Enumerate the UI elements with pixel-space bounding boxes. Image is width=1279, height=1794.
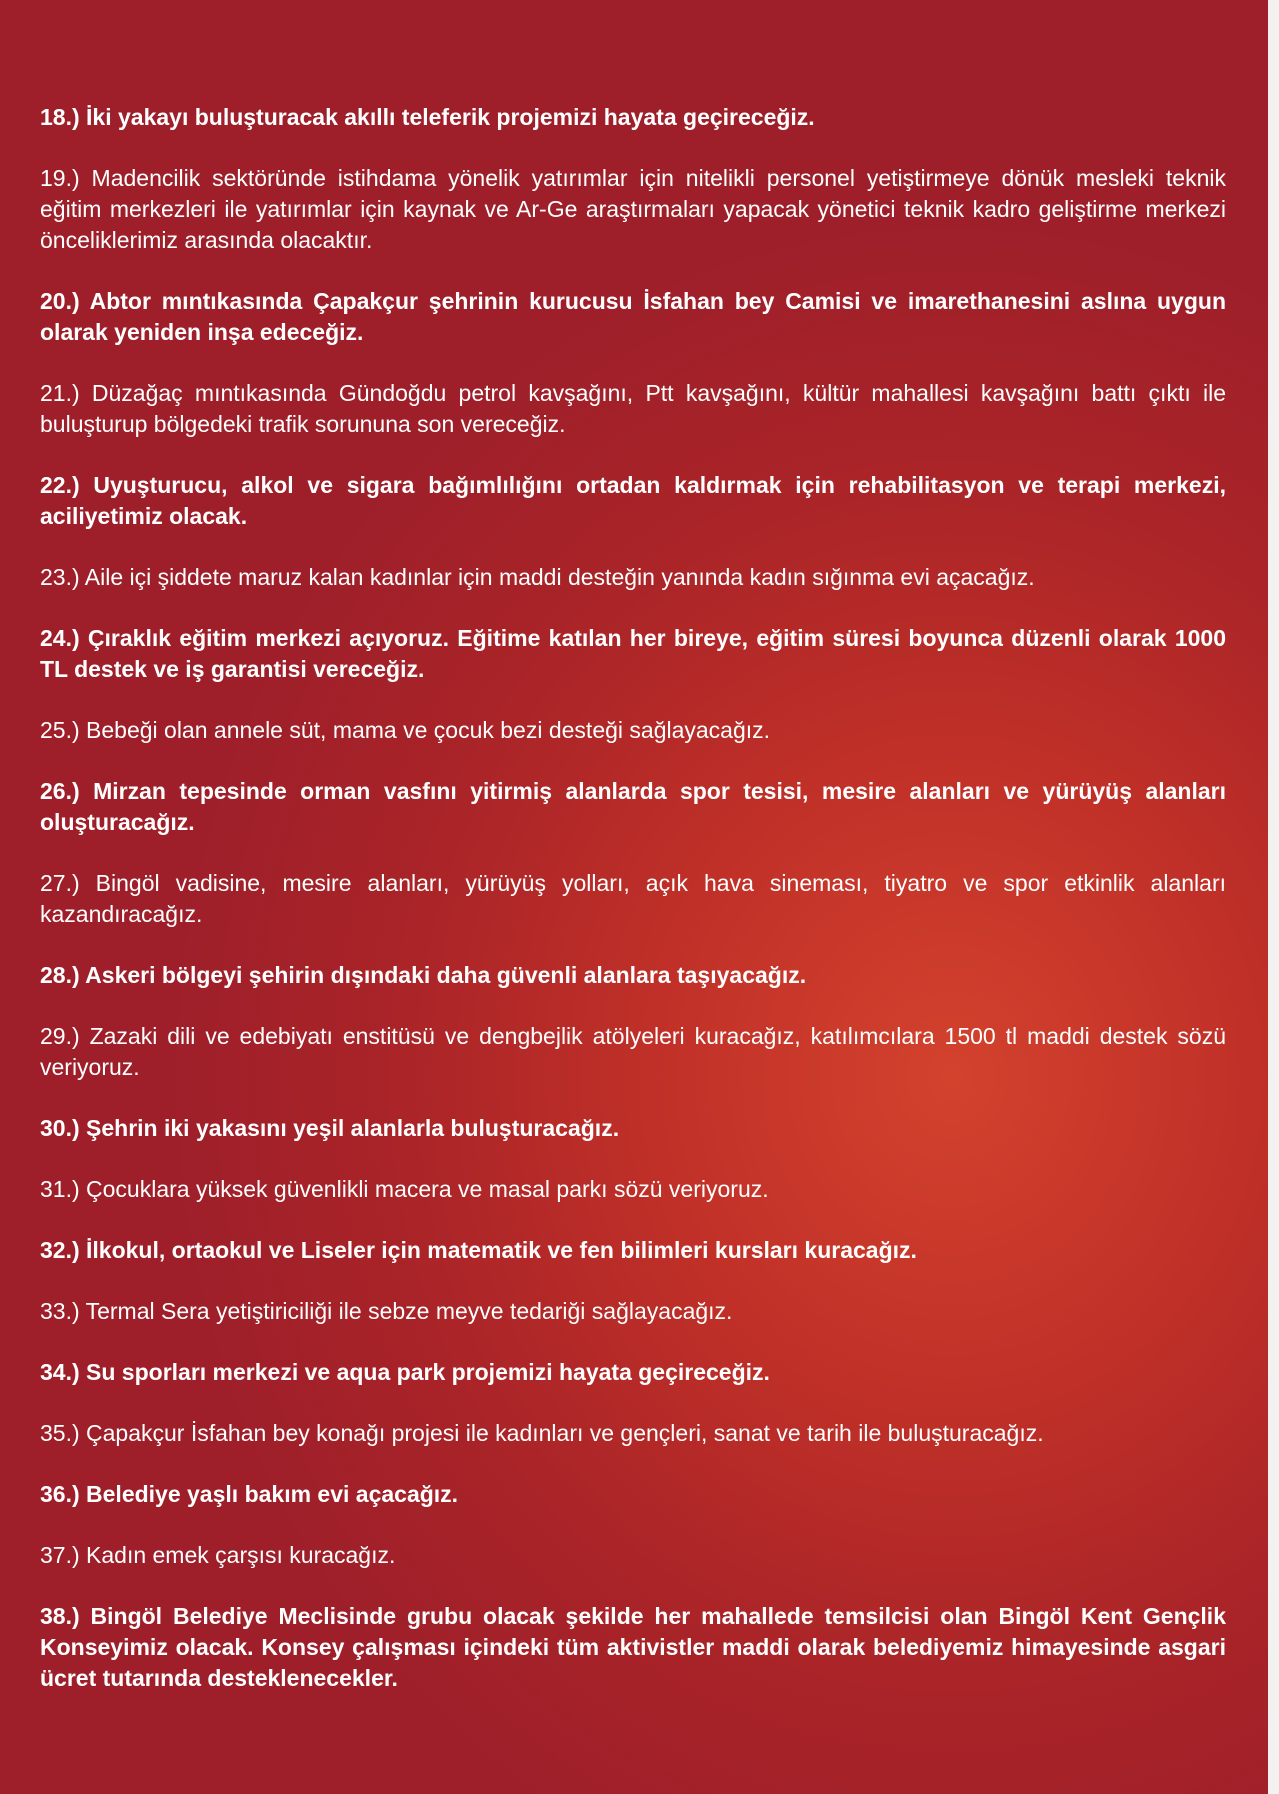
promise-item-22: 22.) Uyuşturucu, alkol ve sigara bağımlılığını ortadan kaldırmak için rehabilitasyon ve terapi merkezi, aciliyetimiz olacak. [40, 472, 1226, 529]
promise-item-28: 28.) Askeri bölgeyi şehirin dışındaki daha güvenli alanlara taşıyacağız. [40, 962, 807, 988]
promise-item-37: 37.) Kadın emek çarşısı kuracağız. [40, 1542, 396, 1568]
promise-item-32: 32.) İlkokul, ortaokul ve Liseler için matematik ve fen bilimleri kursları kuracağız. [40, 1237, 917, 1263]
promise-item-25: 25.) Bebeği olan annele süt, mama ve çocuk bezi desteği sağlayacağız. [40, 717, 771, 743]
promise-item-36: 36.) Belediye yaşlı bakım evi açacağız. [40, 1481, 459, 1507]
promise-item-18: 18.) İki yakayı buluşturacak akıllı teleferik projemizi hayata geçireceğiz. [40, 104, 815, 130]
promise-item-20: 20.) Abtor mıntıkasında Çapakçur şehrinin kurucusu İsfahan bey Camisi ve imarethanesini aslına uygun olarak yeniden inşa edeceğiz. [40, 288, 1226, 345]
promise-item-19: 19.) Madencilik sektöründe istihdama yönelik yatırımlar için nitelikli personel yetiştirmeye dönük mesleki teknik eğitim merkezleri ile yatırımlar için kaynak ve Ar-Ge araştırmaları yapacak yönetici teknik kadro geliştirme merkezi önceliklerimiz arasında olacaktır. [40, 165, 1226, 253]
promise-item-27: 27.) Bingöl vadisine, mesire alanları, yürüyüş yolları, açık hava sineması, tiyatro ve spor etkinlik alanları kazandıracağız. [40, 870, 1226, 927]
promise-item-35: 35.) Çapakçur İsfahan bey konağı projesi ile kadınları ve gençleri, sanat ve tarih ile buluşturacağız. [40, 1420, 1044, 1446]
page-edge [1268, 0, 1279, 1794]
promise-item-26: 26.) Mirzan tepesinde orman vasfını yitirmiş alanlarda spor tesisi, mesire alanları ve yürüyüş alanları oluşturacağız. [40, 778, 1226, 835]
promise-item-29: 29.) Zazaki dili ve edebiyatı enstitüsü ve dengbejlik atölyeleri kuracağız, katılımcılara 1500 tl maddi destek sözü veriyoruz. [40, 1023, 1226, 1080]
promise-item-33: 33.) Termal Sera yetiştiriciliği ile sebze meyve tedariği sağlayacağız. [40, 1298, 733, 1324]
promise-item-24: 24.) Çıraklık eğitim merkezi açıyoruz. Eğitime katılan her bireye, eğitim süresi boyunca düzenli olarak 1000 TL destek ve iş garantisi vereceğiz. [40, 625, 1226, 682]
promise-item-31: 31.) Çocuklara yüksek güvenlikli macera ve masal parkı sözü veriyoruz. [40, 1176, 769, 1202]
promise-item-30: 30.) Şehrin iki yakasını yeşil alanlarla buluşturacağız. [40, 1115, 620, 1141]
promise-item-34: 34.) Su sporları merkezi ve aqua park projemizi hayata geçireceğiz. [40, 1359, 770, 1385]
promise-list [40, 102, 1226, 1724]
promise-item-23: 23.) Aile içi şiddete maruz kalan kadınlar için maddi desteğin yanında kadın sığınma evi açacağız. [40, 564, 1035, 590]
promise-item-38: 38.) Bingöl Belediye Meclisinde grubu olacak şekilde her mahallede temsilcisi olan Bingöl Kent Gençlik Konseyimiz olacak. Konsey çalışması içindeki tüm aktivistler maddi olarak belediyemiz himayesinde asgari ücret tutarında desteklenecekler. [40, 1603, 1226, 1691]
promise-item-21: 21.) Düzağaç mıntıkasında Gündoğdu petrol kavşağını, Ptt kavşağını, kültür mahallesi kavşağını battı çıktı ile buluşturup bölgedeki trafik sorununa son vereceğiz. [40, 380, 1226, 437]
